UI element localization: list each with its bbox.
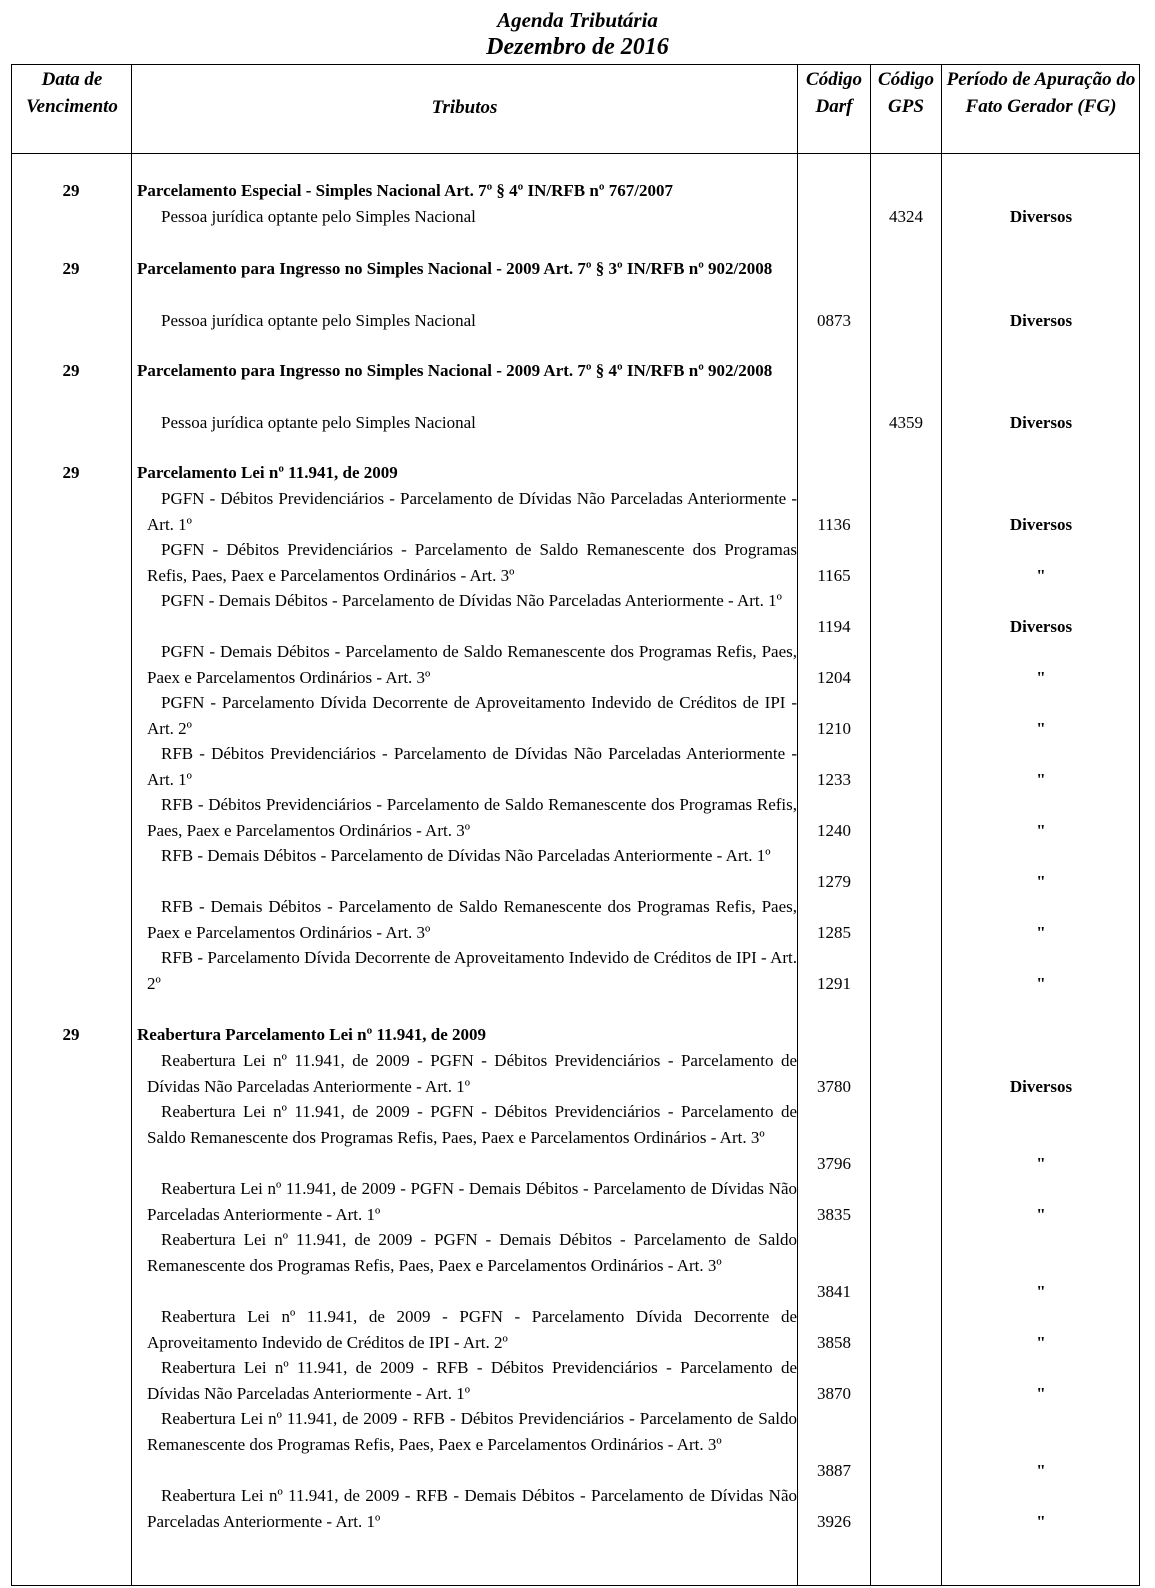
tributo-description: PGFN - Demais Débitos - Parcelamento de Dívidas Não Parceladas Anteriormente - Art. 1º [161,591,782,610]
codigo-darf: 3841 [817,1282,851,1301]
periodo-apuracao: " [1036,821,1046,840]
header-periodo-apuracao: Período de Apuração do Fato Gerador (FG) [946,69,1136,117]
tributo-description: Reabertura Lei nº 11.941, de 2009 - PGFN - Demais Débitos - Parcelamento de Saldo Remanescente dos Programas Refis, Paes, Paex e Parcelamentos Ordinários - Art. 3º [147,1230,797,1275]
codigo-darf: 3870 [817,1384,851,1403]
periodo-apuracao: " [1036,872,1046,891]
periodo-apuracao: " [1036,566,1046,585]
tributo-description: RFB - Parcelamento Dívida Decorrente de Aproveitamento Indevido de Créditos de IPI - Art. 2º [147,948,797,993]
due-date: 29 [62,463,80,482]
due-date: 29 [62,181,80,200]
column-divider [131,64,132,1586]
header-divider [11,153,1140,154]
tributo-description: Pessoa jurídica optante pelo Simples Nacional [161,413,476,432]
tributo-description: Reabertura Lei nº 11.941, de 2009 - PGFN - Demais Débitos - Parcelamento de Dívidas Não Parceladas Anteriormente - Art. 1º [147,1179,797,1224]
periodo-apuracao: " [1036,923,1046,942]
column-divider [870,64,871,1586]
tributo-group-heading: Parcelamento para Ingresso no Simples Nacional - 2009 Art. 7º § 3º IN/RFB nº 902/2008 [137,259,773,278]
codigo-darf: 1279 [817,872,851,891]
periodo-apuracao: Diversos [1009,311,1073,330]
periodo-apuracao: " [1036,668,1046,687]
codigo-gps: 4359 [889,413,923,432]
periodo-apuracao: Diversos [1009,1077,1073,1096]
tributo-description: RFB - Demais Débitos - Parcelamento de Dívidas Não Parceladas Anteriormente - Art. 1º [161,846,771,865]
tributo-group-heading: Reabertura Parcelamento Lei nº 11.941, de 2009 [137,1025,487,1044]
codigo-darf: 3780 [817,1077,851,1096]
codigo-darf: 1210 [817,719,851,738]
codigo-darf: 1291 [817,974,851,993]
codigo-darf: 3835 [817,1205,851,1224]
tributo-group-heading: Parcelamento Especial - Simples Nacional Art. 7º § 4º IN/RFB nº 767/2007 [137,181,673,200]
tributo-description: PGFN - Demais Débitos - Parcelamento de Saldo Remanescente dos Programas Refis, Paes, Paex e Parcelamentos Ordinários - Art. 3º [147,642,797,687]
codigo-darf: 3887 [817,1461,851,1480]
tributo-description: RFB - Débitos Previdenciários - Parcelamento de Saldo Remanescente dos Programas Refis, Paes, Paex e Parcelamentos Ordinários - Art. 3º [147,795,797,840]
header-tributos: Tributos [431,97,498,118]
periodo-apuracao: " [1036,1384,1046,1403]
tributo-description: RFB - Demais Débitos - Parcelamento de Saldo Remanescente dos Programas Refis, Paes, Paex e Parcelamentos Ordinários - Art. 3º [147,897,797,942]
tributo-description: Pessoa jurídica optante pelo Simples Nacional [161,311,476,330]
header-codigo-gps: Código GPS [878,69,934,117]
codigo-darf: 1194 [817,617,851,636]
tributo-description: Reabertura Lei nº 11.941, de 2009 - PGFN - Parcelamento Dívida Decorrente de Aproveitamento Indevido de Créditos de IPI - Art. 2º [147,1307,797,1352]
codigo-darf: 3796 [817,1154,851,1173]
codigo-darf: 1204 [817,668,851,687]
periodo-apuracao: " [1036,1512,1046,1531]
periodo-apuracao: " [1036,719,1046,738]
periodo-apuracao: " [1036,1282,1046,1301]
tributo-group-heading: Parcelamento Lei nº 11.941, de 2009 [137,463,398,482]
tributo-group-heading: Parcelamento para Ingresso no Simples Nacional - 2009 Art. 7º § 4º IN/RFB nº 902/2008 [137,361,773,380]
codigo-gps: 4324 [889,207,923,226]
tributo-description: Pessoa jurídica optante pelo Simples Nacional [161,207,476,226]
due-date: 29 [62,259,80,278]
codigo-darf: 3858 [817,1333,851,1352]
tributo-description: RFB - Débitos Previdenciários - Parcelamento de Dívidas Não Parceladas Anteriormente - Art. 1º [147,744,797,789]
due-date: 29 [62,361,80,380]
periodo-apuracao: Diversos [1009,617,1073,636]
tributo-description: Reabertura Lei nº 11.941, de 2009 - PGFN - Débitos Previdenciários - Parcelamento de Saldo Remanescente dos Programas Refis, Paes, Paex e Parcelamentos Ordinários - Art. 3º [147,1102,797,1147]
codigo-darf: 1240 [817,821,851,840]
periodo-apuracao: Diversos [1009,413,1073,432]
tributo-description: PGFN - Débitos Previdenciários - Parcelamento de Saldo Remanescente dos Programas Refis, Paes, Paex e Parcelamentos Ordinários - Art. 3º [147,540,797,585]
tributo-description: Reabertura Lei nº 11.941, de 2009 - RFB - Débitos Previdenciários - Parcelamento de Saldo Remanescente dos Programas Refis, Paes, Paex e Parcelamentos Ordinários - Art. 3º [147,1409,797,1454]
periodo-apuracao: " [1036,974,1046,993]
tributo-description: Reabertura Lei nº 11.941, de 2009 - RFB - Demais Débitos - Parcelamento de Dívidas Não Parceladas Anteriormente - Art. 1º [147,1486,797,1531]
tributo-description: PGFN - Débitos Previdenciários - Parcelamento de Dívidas Não Parceladas Anteriormente - Art. 1º [147,489,797,534]
tributo-description: PGFN - Parcelamento Dívida Decorrente de Aproveitamento Indevido de Créditos de IPI - Art. 2º [147,693,797,738]
due-date: 29 [62,1025,80,1044]
codigo-darf: 1285 [817,923,851,942]
codigo-darf: 1165 [817,566,851,585]
codigo-darf: 1233 [817,770,851,789]
page-subtitle: Dezembro de 2016 [486,34,669,60]
periodo-apuracao: Diversos [1009,515,1073,534]
periodo-apuracao: Diversos [1009,207,1073,226]
periodo-apuracao: " [1036,1205,1046,1224]
codigo-darf: 0873 [817,311,851,330]
header-codigo-darf: Código Darf [806,69,862,117]
tributo-description: Reabertura Lei nº 11.941, de 2009 - RFB - Débitos Previdenciários - Parcelamento de Dívidas Não Parceladas Anteriormente - Art. 1º [147,1358,797,1403]
tributo-description: Reabertura Lei nº 11.941, de 2009 - PGFN - Débitos Previdenciários - Parcelamento de Dívidas Não Parceladas Anteriormente - Art. 1º [147,1051,797,1096]
codigo-darf: 1136 [817,515,851,534]
periodo-apuracao: " [1036,1461,1046,1480]
periodo-apuracao: " [1036,1333,1046,1352]
codigo-darf: 3926 [817,1512,851,1531]
periodo-apuracao: " [1036,1154,1046,1173]
header-data-vencimento: Data de Vencimento [26,69,118,117]
periodo-apuracao: " [1036,770,1046,789]
page-title: Agenda Tributária [497,8,658,32]
